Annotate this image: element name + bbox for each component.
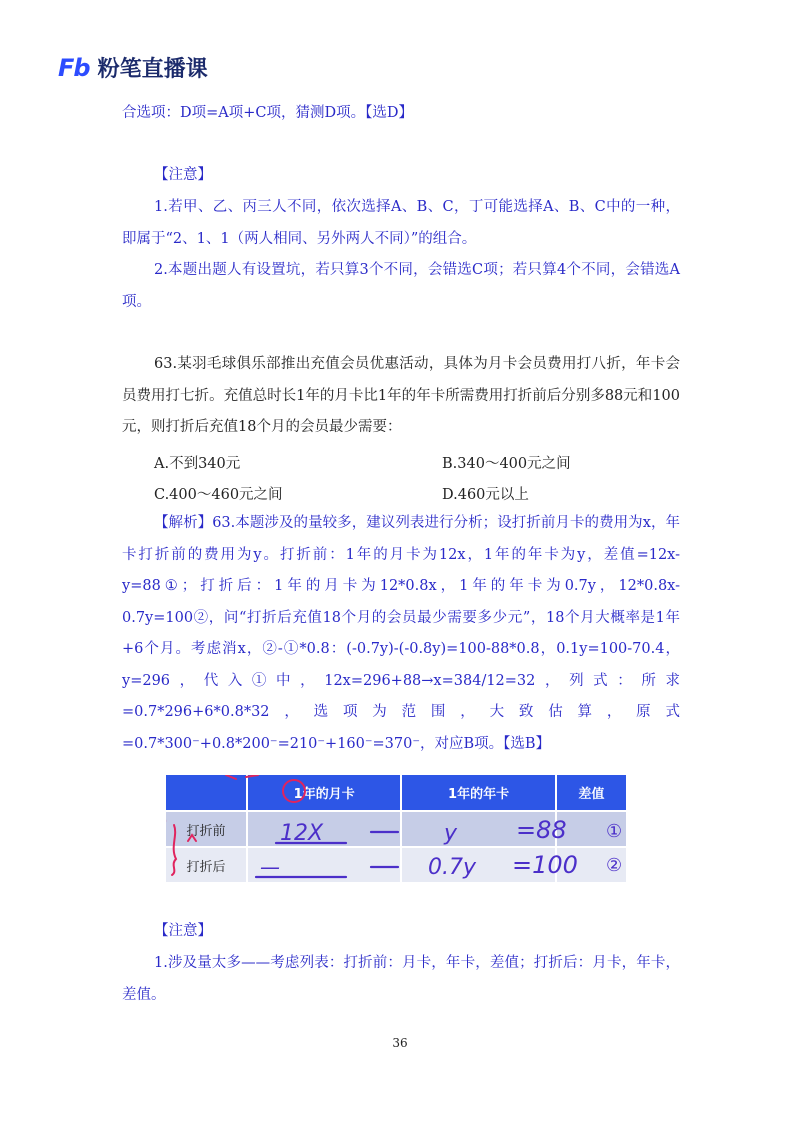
hw-text: =88 (516, 816, 567, 844)
table-header: 1年的月卡 (247, 775, 401, 811)
hw-text: — (260, 855, 280, 879)
hw-text: 0.7y (428, 855, 477, 880)
hw-text: =100 (512, 851, 578, 879)
note-paragraph: 1.若甲、乙、丙三人不同，依次选择A、B、C，丁可能选择A、B、C中的一种，即属于“2、1、1（两人相同、另外两人不同）”的组合。 (122, 199, 680, 247)
hw-circled-number: ② (606, 855, 623, 876)
note-title: 【注意】 (154, 923, 212, 939)
analysis-table (166, 775, 628, 880)
question-63: 63.某羽毛球俱乐部推出充值会员优惠活动，具体为月卡会员费用打八折，年卡会员费用打七折。充值总时长1年的月卡比1年的年卡所需费用打折前后分别多88元和100元，则打折后充值18个月的会员最少需要： (122, 356, 680, 435)
row-label: 打折前 (166, 811, 247, 847)
option-b: B.340～400元之间 (442, 456, 571, 472)
hw-text: 12X (280, 821, 324, 846)
note-paragraph: 1.涉及量太多——考虑列表：打折前：月卡，年卡，差值；打折后：月卡，年卡，差值。 (122, 955, 680, 1003)
row-label: 打折后 (166, 847, 247, 882)
analysis-paragraph: 【解析】63.本题涉及的量较多，建议列表进行分析；设打折前月卡的费用为x，年卡打折前的费用为y。打折前：1年的月卡为12x，1年的年卡为y，差值=12x-y=88①；打折后：1年的月卡为12*0.8x，1年的年卡为0.7y，12*0.8x-0.7y=100②，问“打折后充值18个月的会员最少需要多少元”，18个月大概率是1年+6个月。考虑消x，②-①*0.8：(-0.7y)-(-0.8y)=100-88*0.8，0.1y=100-70.4，y=296，代入①中，12x=296+88→x=384/12=32，列式：所求=0.7*296+6*0.8*32，选项为范围，大致估算，原式=0.7*300⁻+0.8*200⁻=210⁻+160⁻=370⁻，对应B项。【选B】 (122, 515, 680, 752)
option-c: C.400～460元之间 (154, 487, 283, 503)
logo-text: 粉笔直播课 (97, 57, 208, 82)
table-header: 1年的年卡 (401, 775, 555, 811)
answer-options (154, 452, 714, 512)
table-header: 差值 (556, 775, 627, 811)
hw-circled-number: ① (606, 821, 623, 842)
option-d: D.460元以上 (442, 487, 529, 503)
logo-mark: Fb (58, 53, 90, 82)
table-row (166, 811, 627, 847)
hw-text: y (444, 821, 458, 846)
previous-answer-line: 合选项：D项=A项+C项，猜测D项。【选D】 (122, 105, 413, 121)
page-number: 36 (392, 1036, 408, 1050)
table-header-empty (166, 775, 247, 811)
note-paragraph: 2.本题出题人有设置坑，若只算3个不同，会错选C项；若只算4个不同，会错选A项。 (122, 262, 680, 310)
option-a: A.不到340元 (154, 456, 241, 472)
brand-logo (58, 52, 208, 83)
table-row (166, 847, 627, 882)
note-title: 【注意】 (154, 167, 212, 183)
